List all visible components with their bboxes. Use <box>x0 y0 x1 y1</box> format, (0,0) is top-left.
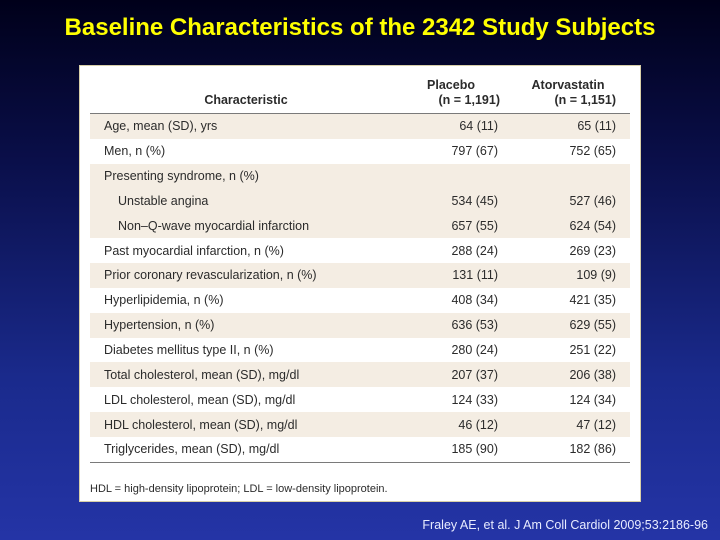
atorvastatin-value: 65 (11) <box>500 114 630 139</box>
table-row <box>90 139 630 164</box>
row-label: Triglycerides, mean (SD), mg/dl <box>90 437 402 462</box>
header-atorvastatin <box>500 74 630 114</box>
row-label: HDL cholesterol, mean (SD), mg/dl <box>90 412 402 437</box>
header-characteristic: Characteristic <box>90 74 402 114</box>
placebo-value <box>402 164 500 189</box>
placebo-value: 288 (24) <box>451 243 498 258</box>
slide-title: Baseline Characteristics of the 2342 Study Subjects <box>64 14 656 41</box>
row-label: Past myocardial infarction, n (%) <box>104 243 284 258</box>
row-label: Diabetes mellitus type II, n (%) <box>104 343 274 358</box>
row-label: Hyperlipidemia, n (%) <box>104 293 224 308</box>
table-row <box>90 412 630 437</box>
atorvastatin-value: 124 (34) <box>569 392 616 407</box>
table-row <box>90 437 630 462</box>
atorvastatin-value: 421 (35) <box>569 293 616 308</box>
row-label: Total cholesterol, mean (SD), mg/dl <box>90 362 402 387</box>
atorvastatin-value: 47 (12) <box>500 412 630 437</box>
table-row <box>90 164 630 189</box>
row-label: Age, mean (SD), yrs <box>90 114 402 139</box>
table-row <box>90 114 630 139</box>
atorvastatin-value: 629 (55) <box>500 313 630 338</box>
placebo-value: 657 (55) <box>402 213 500 238</box>
table-footnote: HDL = high-density lipoprotein; LDL = low-density lipoprotein. <box>90 483 388 495</box>
placebo-value: 46 (12) <box>402 412 500 437</box>
placebo-value: 64 (11) <box>402 114 500 139</box>
atorvastatin-value: 206 (38) <box>500 362 630 387</box>
table-row <box>90 213 630 238</box>
header-placebo-n: (n = 1,191) <box>438 93 500 107</box>
atorvastatin-value: 269 (23) <box>569 243 616 258</box>
citation: Fraley AE, et al. J Am Coll Cardiol 2009;53:2186-96 <box>422 518 708 532</box>
placebo-value: 797 (67) <box>451 144 498 159</box>
table-row <box>90 189 630 214</box>
table-row <box>90 362 630 387</box>
atorvastatin-value: 624 (54) <box>500 213 630 238</box>
table-row <box>90 313 630 338</box>
placebo-value: 124 (33) <box>451 392 498 407</box>
header-placebo <box>402 74 500 114</box>
header-row <box>90 74 630 114</box>
table-body <box>90 114 630 463</box>
row-label: Prior coronary revascularization, n (%) <box>90 263 402 288</box>
row-label: Presenting syndrome, n (%) <box>90 164 402 189</box>
atorvastatin-value: 109 (9) <box>500 263 630 288</box>
row-label: LDL cholesterol, mean (SD), mg/dl <box>104 392 296 407</box>
header-atorvastatin-n: (n = 1,151) <box>554 93 616 107</box>
atorvastatin-value <box>500 164 630 189</box>
table-row <box>90 263 630 288</box>
placebo-value: 534 (45) <box>402 189 500 214</box>
placebo-value: 131 (11) <box>402 263 500 288</box>
table-row <box>90 288 630 313</box>
header-atorvastatin-name: Atorvastatin <box>531 78 605 92</box>
atorvastatin-value: 251 (22) <box>569 343 616 358</box>
row-label: Men, n (%) <box>104 144 166 159</box>
header-placebo-name: Placebo <box>427 78 475 92</box>
table-row <box>90 238 630 263</box>
atorvastatin-value: 182 (86) <box>500 437 630 462</box>
placebo-value: 280 (24) <box>451 343 498 358</box>
row-label: Unstable angina <box>90 189 402 214</box>
placebo-value: 207 (37) <box>402 362 500 387</box>
table-row <box>90 338 630 363</box>
baseline-table <box>90 74 630 463</box>
table-panel <box>79 65 641 502</box>
row-label: Non–Q-wave myocardial infarction <box>90 213 402 238</box>
placebo-value: 408 (34) <box>451 293 498 308</box>
atorvastatin-value: 527 (46) <box>500 189 630 214</box>
placebo-value: 636 (53) <box>402 313 500 338</box>
placebo-value: 185 (90) <box>402 437 500 462</box>
table-row <box>90 387 630 412</box>
atorvastatin-value: 752 (65) <box>569 144 616 159</box>
row-label: Hypertension, n (%) <box>90 313 402 338</box>
